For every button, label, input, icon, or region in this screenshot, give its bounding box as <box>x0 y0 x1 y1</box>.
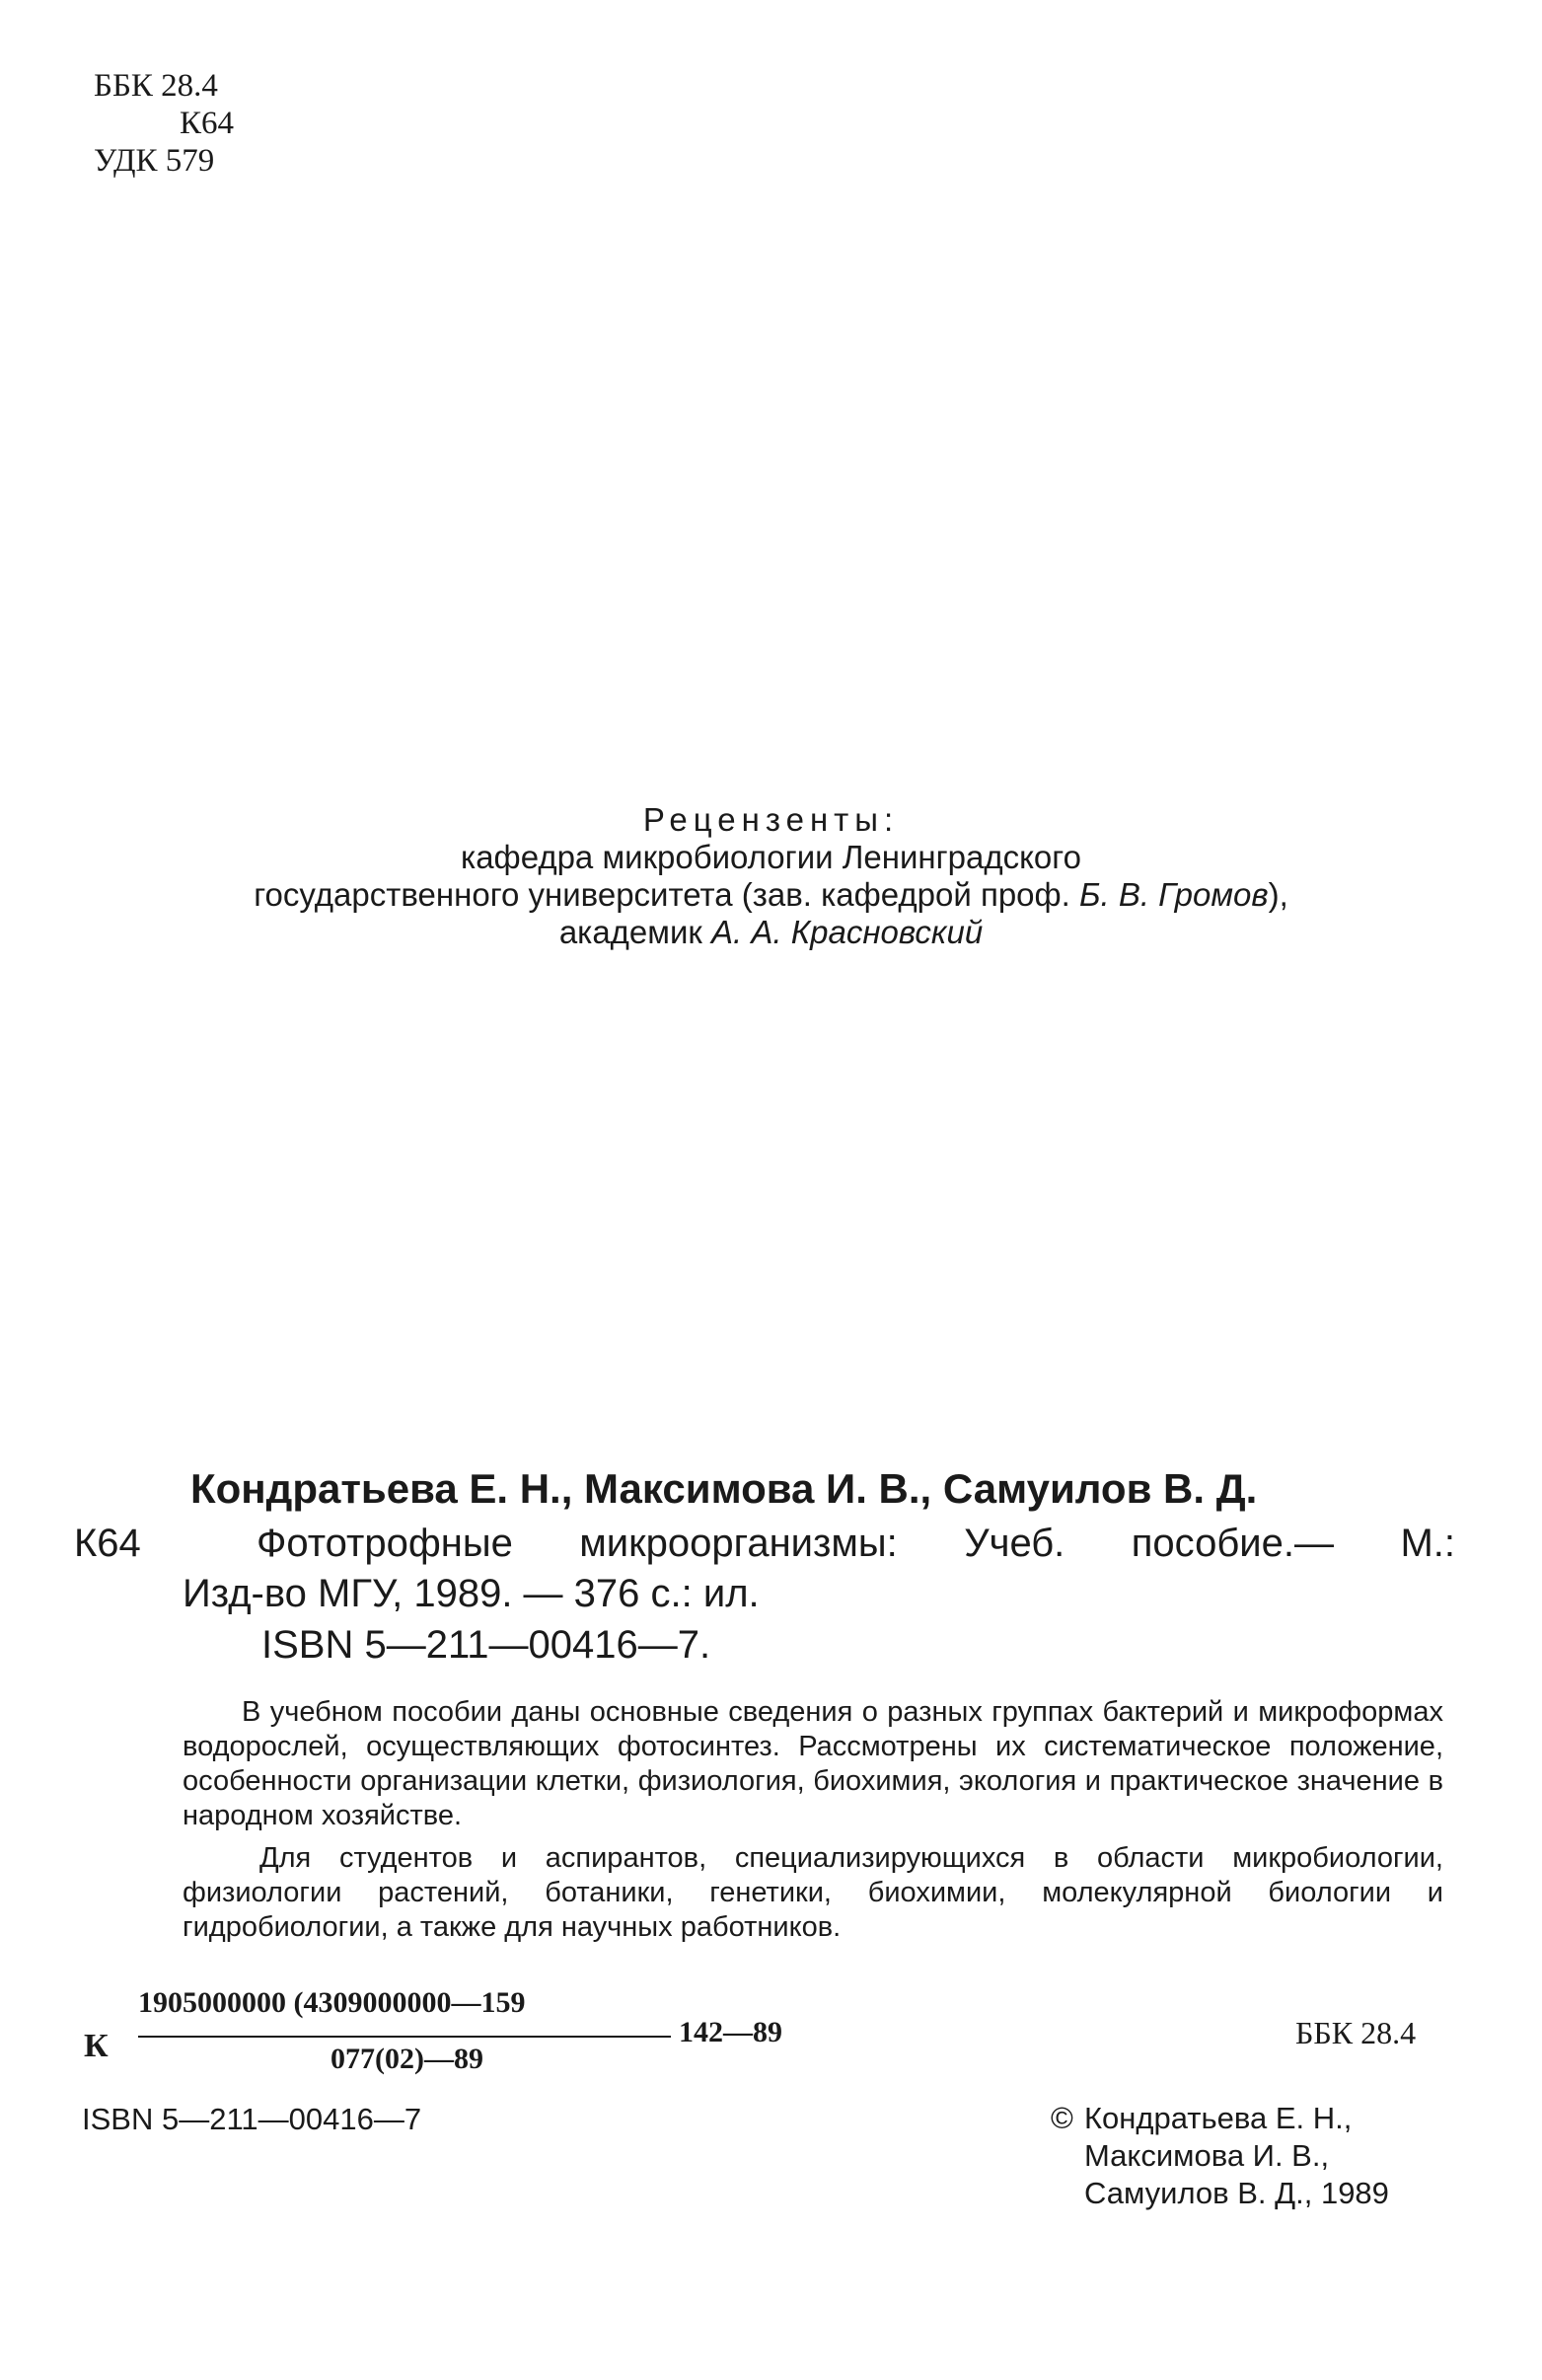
isbn-bottom: ISBN 5—211—00416—7 <box>82 2102 422 2136</box>
bbk-bottom: ББК 28.4 <box>1295 2015 1417 2050</box>
card-publisher-line: Изд-во МГУ, 1989. — 376 с.: ил. <box>183 1572 760 1615</box>
reviewers-block <box>0 801 1542 951</box>
card-code: К64 <box>74 1522 141 1565</box>
annotation-paragraph-2: Для студентов и аспирантов, специализирующихся в области микробиологии, физиологии растений, ботаники, генетики, биохимии, молекулярной биологии и гидробиологии, а также для научных работников. <box>183 1842 1443 1943</box>
reviewers-line-1: кафедра микробиологии Ленинградского <box>461 839 1081 875</box>
reviewers-line-2 <box>0 876 1542 914</box>
author-mark: К64 <box>180 106 235 141</box>
reviewers-heading: Рецензенты: <box>642 801 900 838</box>
reviewers-line-2-prefix: государственного университета (зав. кафедрой проф. <box>254 876 1080 913</box>
reviewers-line-3 <box>0 914 1542 951</box>
copyright-author-3: Самуилов В. Д., 1989 <box>1084 2176 1389 2210</box>
copyright-line-1 <box>1051 2100 1389 2137</box>
classification-codes <box>94 67 234 180</box>
reviewer-name-krasnovsky: А. А. Красновский <box>711 914 984 950</box>
reviewers-line-3-prefix: академик <box>558 914 712 950</box>
annotation <box>183 1695 1443 1945</box>
card-authors: Кондратьева Е. Н., Максимова И. В., Самуилов В. Д. <box>190 1465 1258 1512</box>
copyright-author-2: Максимова И. В., <box>1084 2138 1330 2173</box>
index-denominator: 077(02)—89 <box>330 2043 483 2075</box>
bbk-code: ББК 28.4 <box>94 68 218 104</box>
annotation-paragraph-1: В учебном пособии даны основные сведения о разных группах бактерий и микроформах водорослей, осуществляющих фотосинтез. Рассмотрены их систематическое положение, особенности организации клетки, физиология, биохимия, экология и практическое значение в народном хозяйстве. <box>183 1696 1443 1831</box>
card-isbn: ISBN 5—211—00416—7. <box>261 1623 711 1667</box>
reviewers-line-2-suffix: ), <box>1268 876 1288 913</box>
udk-code: УДК 579 <box>94 143 215 179</box>
index-numerator: 1905000000 (4309000000—159 <box>138 1986 526 2019</box>
copyright-block <box>1051 2100 1389 2212</box>
copyright-author-1: Кондратьева Е. Н., <box>1084 2101 1353 2135</box>
index-letter: К <box>84 2028 109 2064</box>
index-fraction-line <box>138 2036 671 2038</box>
card-title-line: Фототрофные микроорганизмы: Учеб. пособие.— М.: <box>257 1522 1455 1565</box>
copyright-icon: © <box>1051 2101 1073 2135</box>
index-right-code: 142—89 <box>679 2016 782 2048</box>
reviewer-name-gromov: Б. В. Громов <box>1079 876 1269 913</box>
